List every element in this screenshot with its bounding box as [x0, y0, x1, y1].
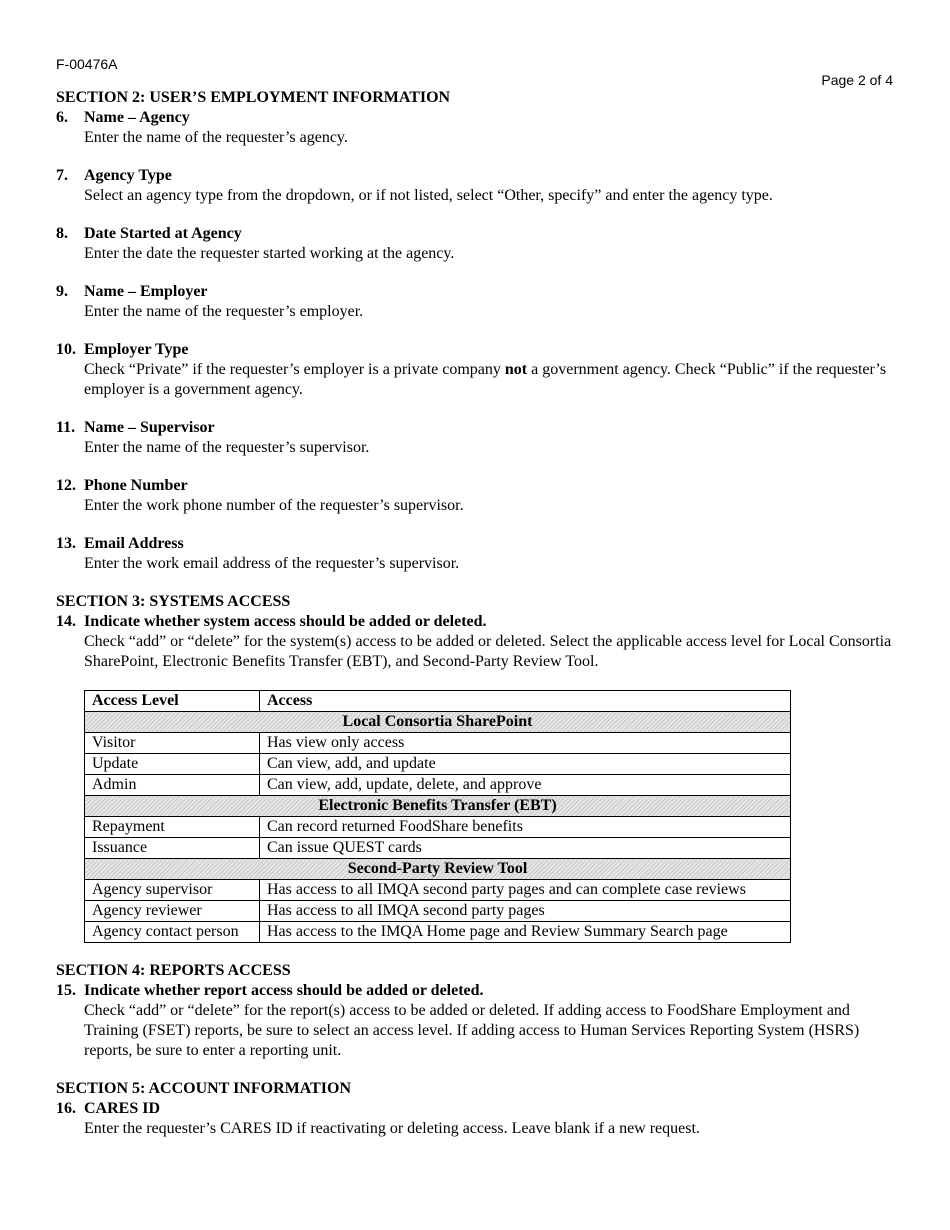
table-row	[85, 754, 791, 775]
access-level-cell: Update	[85, 754, 260, 775]
form-number: F-00476A	[56, 56, 118, 72]
item-16	[56, 1099, 896, 1139]
item-title: Name – Employer	[84, 283, 208, 300]
item-description: Select an agency type from the dropdown, or if not listed, select “Other, specify” and enter the agency type.	[84, 187, 773, 204]
section-3-heading: SECTION 3: SYSTEMS ACCESS	[56, 593, 291, 610]
document-body	[56, 88, 896, 1139]
item-description: Enter the name of the requester’s supervisor.	[84, 439, 370, 456]
access-level-table	[84, 690, 791, 943]
item-13	[56, 534, 896, 574]
access-level-cell: Visitor	[85, 733, 260, 754]
item-number: 16.	[56, 1100, 76, 1117]
item-14	[56, 612, 896, 672]
access-level-cell: Agency contact person	[85, 922, 260, 943]
access-level-cell: Agency reviewer	[85, 901, 260, 922]
section-4-heading: SECTION 4: REPORTS ACCESS	[56, 962, 291, 979]
table-row	[85, 901, 791, 922]
desc-part-b: a government agency. Check “Public” if the requester’s employer is a government agency.	[84, 361, 887, 398]
item-title: CARES ID	[84, 1100, 161, 1117]
item-15	[56, 981, 896, 1061]
item-number: 14.	[56, 613, 76, 630]
item-number: 8.	[56, 225, 68, 242]
item-title: Phone Number	[84, 477, 188, 494]
access-level-cell: Repayment	[85, 817, 260, 838]
item-title: Email Address	[84, 535, 184, 552]
item-number: 6.	[56, 109, 68, 126]
item-description	[84, 360, 896, 400]
desc-emphasis: not	[504, 361, 528, 378]
item-9	[56, 282, 896, 322]
access-cell: Has access to the IMQA Home page and Review Summary Search page	[260, 922, 791, 943]
table-group-row	[85, 796, 791, 817]
access-cell: Can issue QUEST cards	[260, 838, 791, 859]
group-label: Second-Party Review Tool	[85, 859, 791, 880]
group-label: Electronic Benefits Transfer (EBT)	[85, 796, 791, 817]
section-2-heading: SECTION 2: USER’S EMPLOYMENT INFORMATION	[56, 89, 451, 106]
table-row	[85, 880, 791, 901]
item-6	[56, 108, 896, 148]
table-row	[85, 838, 791, 859]
table-row	[85, 775, 791, 796]
access-cell: Can view, add, update, delete, and approve	[260, 775, 791, 796]
table-row	[85, 733, 791, 754]
item-description: Enter the name of the requester’s agency.	[84, 129, 348, 146]
item-description: Enter the name of the requester’s employer.	[84, 303, 364, 320]
item-description: Check “add” or “delete” for the system(s) access to be added or deleted. Select the applicable access level for Local Consortia SharePoint, Electronic Benefits Transfer (EBT), and Second-Party Review Tool.	[84, 633, 892, 670]
item-title: Name – Supervisor	[84, 419, 215, 436]
item-11	[56, 418, 896, 458]
item-description: Enter the work phone number of the requester’s supervisor.	[84, 497, 464, 514]
item-description: Enter the requester’s CARES ID if reactivating or deleting access. Leave blank if a new request.	[84, 1120, 700, 1137]
item-number: 10.	[56, 341, 76, 358]
item-number: 12.	[56, 477, 76, 494]
column-header: Access	[260, 691, 791, 712]
page-number: Page 2 of 4	[821, 72, 893, 88]
item-number: 15.	[56, 982, 76, 999]
item-description: Enter the date the requester started working at the agency.	[84, 245, 455, 262]
item-10	[56, 340, 896, 400]
item-title: Employer Type	[84, 341, 189, 358]
item-title: Indicate whether report access should be added or deleted.	[84, 982, 484, 999]
item-number: 11.	[56, 419, 76, 436]
item-12	[56, 476, 896, 516]
access-level-cell: Issuance	[85, 838, 260, 859]
table-row	[85, 922, 791, 943]
table-group-row	[85, 712, 791, 733]
item-number: 13.	[56, 535, 76, 552]
item-number: 9.	[56, 283, 68, 300]
desc-part-a: Check “Private” if the requester’s employer is a private company	[84, 361, 505, 378]
access-cell: Can view, add, and update	[260, 754, 791, 775]
table-row	[85, 817, 791, 838]
table-header-row	[85, 691, 791, 712]
item-number: 7.	[56, 167, 68, 184]
item-description: Enter the work email address of the requester’s supervisor.	[84, 555, 460, 572]
item-title: Agency Type	[84, 167, 172, 184]
access-level-cell: Admin	[85, 775, 260, 796]
access-cell: Can record returned FoodShare benefits	[260, 817, 791, 838]
item-description: Check “add” or “delete” for the report(s) access to be added or deleted. If adding access to FoodShare Employment and Training (FSET) reports, be sure to select an access level. If adding access to Human Services Reporting System (HSRS) reports, be sure to enter a reporting unit.	[84, 1002, 860, 1059]
column-header: Access Level	[85, 691, 260, 712]
access-level-cell: Agency supervisor	[85, 880, 260, 901]
table-group-row	[85, 859, 791, 880]
section-5-heading: SECTION 5: ACCOUNT INFORMATION	[56, 1080, 351, 1097]
access-cell: Has access to all IMQA second party pages and can complete case reviews	[260, 880, 791, 901]
item-8	[56, 224, 896, 264]
item-7	[56, 166, 896, 206]
item-title: Date Started at Agency	[84, 225, 242, 242]
item-title: Name – Agency	[84, 109, 190, 126]
access-cell: Has access to all IMQA second party pages	[260, 901, 791, 922]
item-title: Indicate whether system access should be added or deleted.	[84, 613, 487, 630]
access-cell: Has view only access	[260, 733, 791, 754]
group-label: Local Consortia SharePoint	[85, 712, 791, 733]
